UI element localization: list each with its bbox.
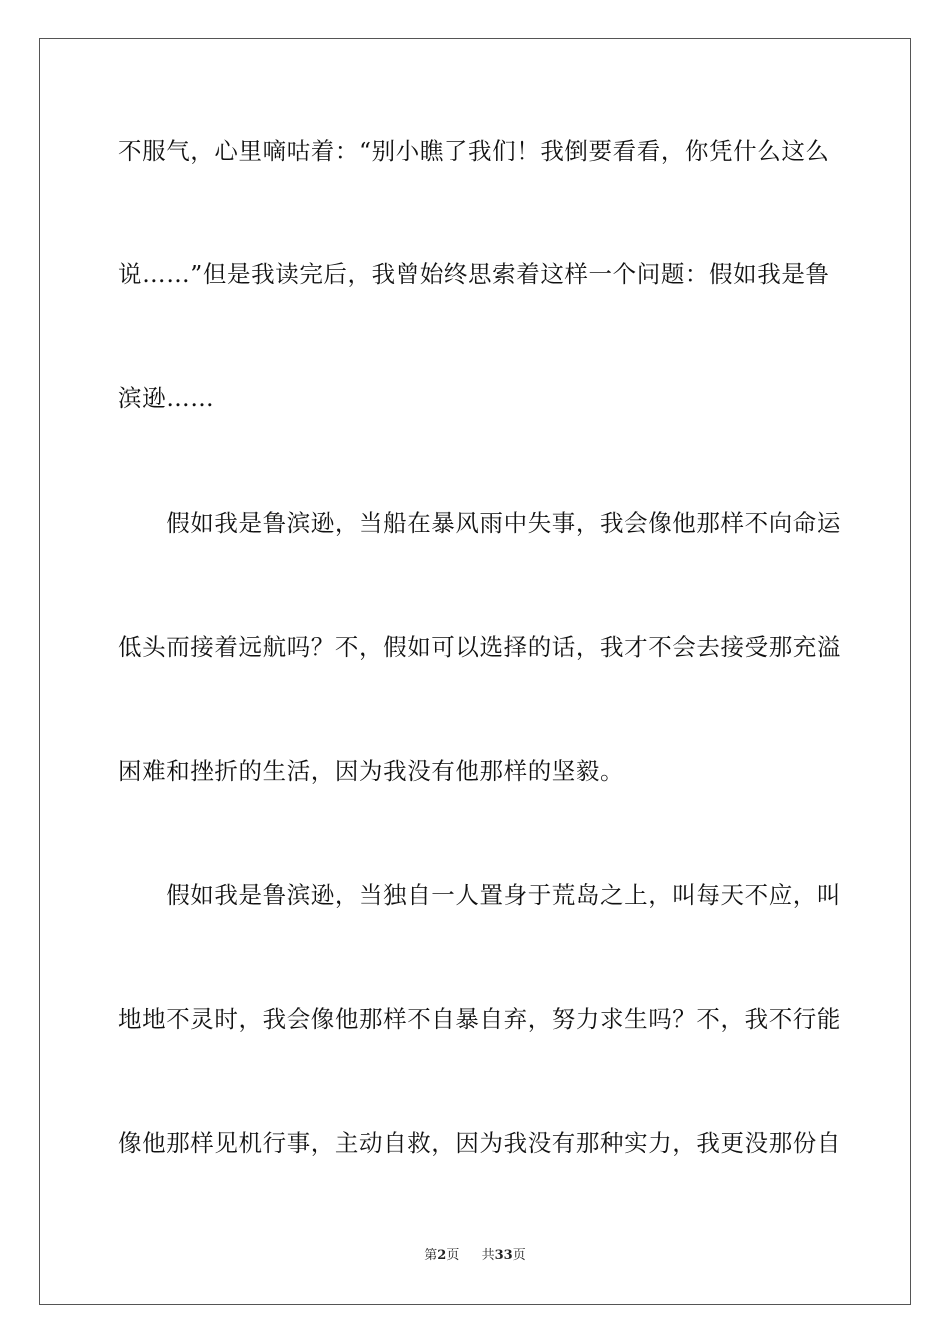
current-page-number: 2: [437, 1248, 447, 1263]
body-text-line: 地地不灵时，我会像他那样不自暴自弃，努力求生吗？不，我不行能: [118, 1005, 841, 1033]
body-text-line: 说……”但是我读完后，我曾始终思索着这样一个问题：假如我是鲁: [118, 260, 830, 288]
body-text-line: 假如我是鲁滨逊，当船在暴风雨中失事，我会像他那样不向命运: [118, 509, 841, 537]
body-text-line: 像他那样见机行事，主动自救，因为我没有那种实力，我更没那份自: [118, 1129, 841, 1157]
body-text-line: 不服气，心里嘀咕着：“别小瞧了我们！我倒要看看，你凭什么这么: [118, 137, 830, 165]
page-number-label: 第2页: [424, 1248, 460, 1263]
body-text-line: 假如我是鲁滨逊，当独自一人置身于荒岛之上，叫每天不应，叫: [118, 881, 841, 909]
body-text-line: 困难和挫折的生活，因为我没有他那样的坚毅。: [118, 757, 625, 785]
page-border: [39, 38, 911, 1305]
total-pages-label: 共33页: [481, 1248, 526, 1263]
page-footer: [0, 1248, 950, 1264]
body-text-line: 滨逊……: [118, 384, 215, 412]
body-text-line: 低头而接着远航吗？不，假如可以选择的话，我才不会去接受那充溢: [118, 633, 841, 661]
total-pages-number: 33: [494, 1248, 513, 1263]
